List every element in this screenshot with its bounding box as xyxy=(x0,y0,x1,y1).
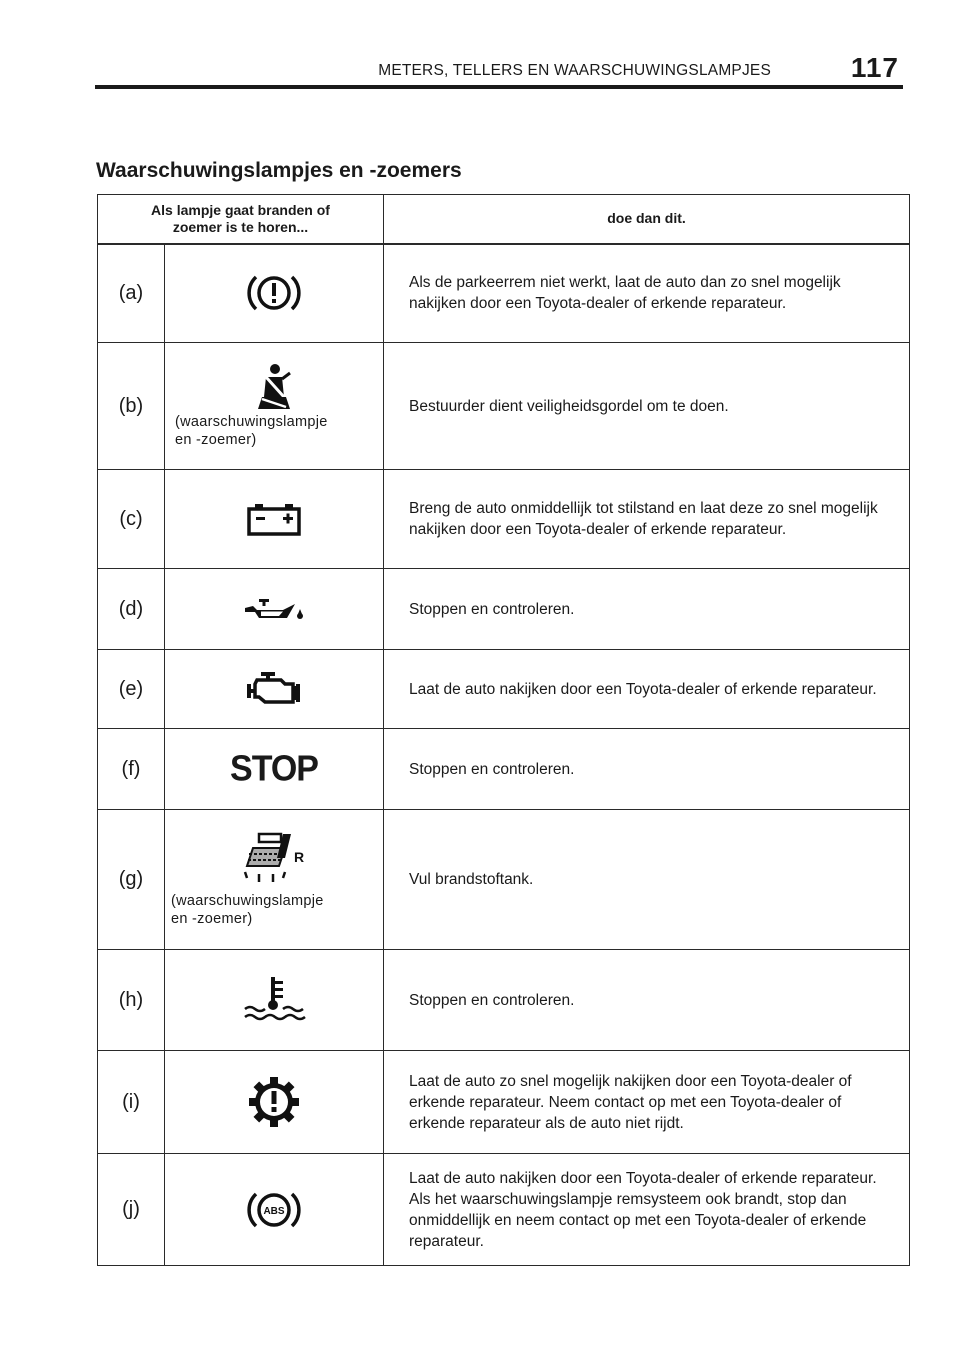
abs-warning-icon xyxy=(246,1188,302,1232)
fuel-level-icon xyxy=(239,832,309,886)
warning-lights-table xyxy=(97,194,910,1266)
row-letter: (g) xyxy=(98,810,165,950)
table-row xyxy=(98,729,910,810)
column-header-signal xyxy=(98,195,384,244)
table-row xyxy=(98,343,910,470)
column-header-action: doe dan dit. xyxy=(384,195,910,244)
icon-caption xyxy=(171,892,324,928)
column-header-signal-line2: zoemer is te horen... xyxy=(172,218,309,235)
row-action: Bestuurder dient veiligheidsgordel om te doen. xyxy=(384,343,910,470)
row-letter: (c) xyxy=(98,470,165,569)
oil-pressure-icon xyxy=(243,596,305,622)
seatbelt-icon xyxy=(252,363,296,413)
icon-caption xyxy=(175,413,328,449)
table-row xyxy=(98,810,910,950)
table-row xyxy=(98,470,910,569)
fuel-icon-letter: R xyxy=(294,848,305,865)
row-action: Stoppen en controleren. xyxy=(384,950,910,1051)
stop-warning-icon: STOP xyxy=(230,748,318,789)
row-letter: (i) xyxy=(98,1051,165,1154)
table-row xyxy=(98,950,910,1051)
row-letter: (d) xyxy=(98,569,165,650)
running-title: METERS, TELLERS EN WAARSCHUWINGSLAMPJES xyxy=(378,62,771,79)
table-row xyxy=(98,650,910,729)
icon-caption-line1: (waarschuwingslampje xyxy=(175,414,328,430)
row-action: Stoppen en controleren. xyxy=(384,729,910,810)
column-header-signal-line1: Als lampje gaat branden of xyxy=(151,201,330,218)
section-title: Waarschuwingslampjes en -zoemers xyxy=(96,159,462,182)
transmission-warning-icon xyxy=(248,1076,300,1128)
table-row xyxy=(98,569,910,650)
row-letter: (f) xyxy=(98,729,165,810)
page-header xyxy=(95,52,903,86)
row-action: Laat de auto nakijken door een Toyota-dealer of erkende reparateur. xyxy=(384,650,910,729)
row-letter: (h) xyxy=(98,950,165,1051)
icon-caption-line2: en -zoemer) xyxy=(171,910,253,927)
header-rule xyxy=(95,85,903,89)
brake-warning-icon xyxy=(246,271,302,315)
abs-icon-text: ABS xyxy=(263,1205,285,1217)
row-letter: (j) xyxy=(98,1154,165,1266)
table-header-row xyxy=(98,195,910,244)
icon-caption-line1: (waarschuwingslampje xyxy=(171,892,324,909)
table-row xyxy=(98,1154,910,1266)
row-action: Als de parkeerrem niet werkt, laat de auto dan zo snel mogelijk nakijken door een Toyota-dealer of erkende reparateur. xyxy=(384,244,910,343)
row-action: Stoppen en controleren. xyxy=(384,569,910,650)
table-row xyxy=(98,244,910,343)
table-row xyxy=(98,1051,910,1154)
page-number: 117 xyxy=(850,52,899,83)
row-action: Breng de auto onmiddellijk tot stilstand en laat deze zo snel mogelijk nakijken door een Toyota-dealer of erkende reparateur. xyxy=(384,470,910,569)
row-action: Laat de auto nakijken door een Toyota-dealer of erkende reparateur. Als het waarschuwingslampje remsysteem ook brandt, stop dan onmiddellijk en neem contact op met een Toyota-dealer of erkende reparateur. xyxy=(384,1154,910,1266)
coolant-temperature-icon xyxy=(241,975,307,1025)
row-letter: (a) xyxy=(98,244,165,343)
row-letter: (e) xyxy=(98,650,165,729)
row-action: Vul brandstoftank. xyxy=(384,810,910,950)
engine-check-icon xyxy=(245,670,303,708)
icon-caption-line2: en -zoemer) xyxy=(175,432,257,448)
battery-charge-icon xyxy=(245,502,303,536)
row-action: Laat de auto zo snel mogelijk nakijken door een Toyota-dealer of erkende reparateur. Neem contact op met een Toyota-dealer of erkende reparateur als de auto niet rijdt. xyxy=(384,1051,910,1154)
row-letter: (b) xyxy=(98,343,165,470)
